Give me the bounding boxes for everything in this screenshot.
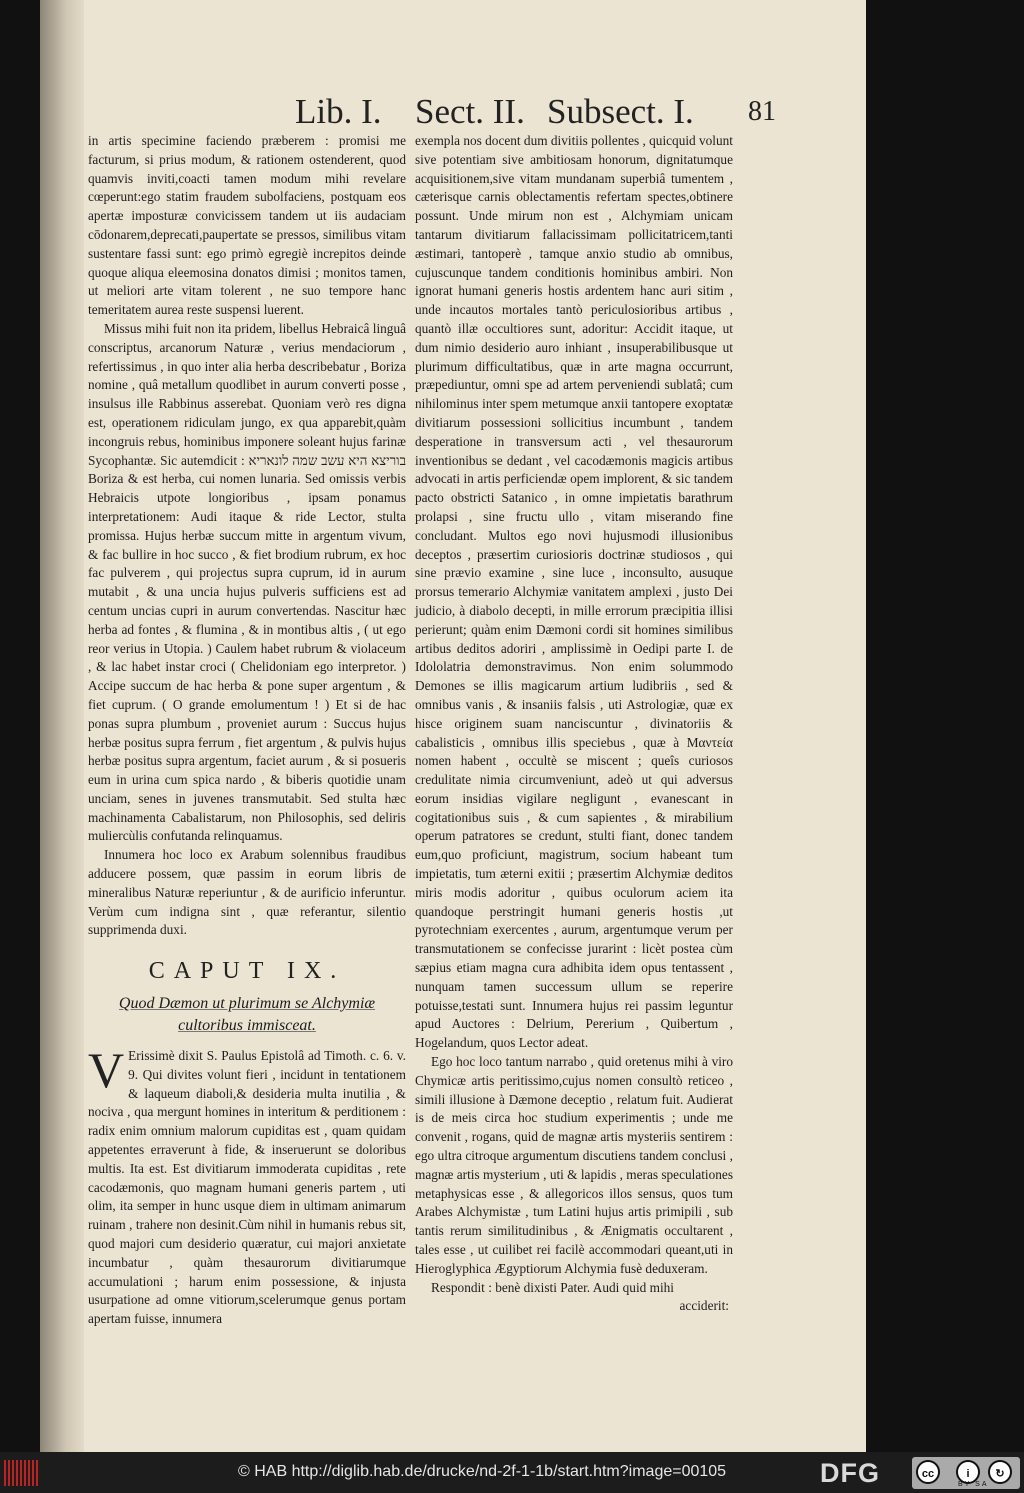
copyright-link[interactable]: © HAB http://diglib.hab.de/drucke/nd-2f-1-1b/start.htm?image=00105	[238, 1463, 727, 1480]
chapter-opening	[88, 1042, 406, 1329]
cc-icon: cc	[916, 1460, 940, 1484]
right-column	[415, 132, 733, 1316]
left-column	[88, 132, 406, 1329]
viewer-footer-bar	[0, 1452, 1024, 1493]
header-lib: Lib. I.	[295, 92, 382, 131]
cc-license-labels: BY SA	[958, 1481, 989, 1488]
page-number: 81	[748, 96, 776, 127]
running-header	[295, 92, 775, 132]
right-paragraph-3: Respondit : benè dixisti Pater. Audi quid mihi	[430, 1279, 674, 1295]
right-paragraph-1: exempla nos docent dum divitiis pollentes , quicquid volunt sive potentiam sive ambitiosam honorum, dignitatumque acquisitionem,sive vitam mundanam superbiâ tumentem , cæterisque carnis oblectamentis refertam spectes,obtinere possunt. Unde mirum non est , Alchymiam unicam tantarum divitiarum fallacissimam pollicitatricem,tanti æstimari, tantoperè , tamque anxio studio ab omnibus, cujuscunque tandem conditionis hominibus ambiri. Non ignorat humani generis hostis ardentem hanc auri sitim , unde incautos mortales tantò periculosioribus artibus , quantò illæ occultiores sunt, adoritur: Accidit itaque, ut dum nimio desiderio auro inhiant , insuperabilibusque ut plurimum difficultatibus, quæ in arte magna occurrunt, præpediuntur, omni spe ad artem perveniendi sublatâ; cum nihilominus inter spem metumque anxii tantopere exoptatæ divitiarum possessioni sollicitius incumbunt , tandem desperatione in transversum acti , vel thesaurorum inventionibus se dedant , vel cacodæmonis magicis artibus advocati in artis perficiendæ opem implorent, & sic tandem pacto obstricti Satanico , in omne impietatis barathrum prolapsi , sine fructu ullo , vitam miserando fine concludant. Multos ego novi hujusmodi illusionibus deceptos , præsertim curiosioris doctrinæ studiosos , qui sine prævio examine , sine luce , inconsulto, ausuque prorsus temerario Alchymiæ vanitatem amplexi , justo Dei judicio, à diabolo decepti, in mille errorum præcipitia illisi perierunt; quàm enim Dæmoni cordi sit homines similibus artibus deditos adoriri , amplissimè in Oedipi parte I. de Idololatria demonstravimus. Non enim solummodo Demones se illis magicarum artium ludibriis , sed & omnibus vanis , & insaniis falsis , uti Astrologiæ, quæ ex hisce originem suam nanciscuntur , divinatoriis & cabalisticis , omnibus illis speciebus , quæ à Μαντεία nomen habent , occultè se miscent ; queîs curiosos credulitate nimia circumveniunt, adeò ut qui adversus eorum insidias vigilare negligunt , evanescant in cogitationibus suis , & cum sapientes , & mirabilium operum patratores se credunt, stulti fiant, donec tandem eum,quo proficiunt, magistrum, socium habeant tum impietatis, tum æterni exitii ; præsertim Alchymiæ deditos miris modis adoritur , quibus oculorum aciem ita quandoque perstringit humani generis hostis ,ut pyrotechniam exercentes , aurum, argentumque verum per transmutationem se confecisse jurarint : licèt postea cùm sæpius etiam magna cura adhibita idem opus tentassent , nunquam tamen successum ullum se reperire potuisse,testati sunt. Innumera hujus rei passim leguntur apud Auctores : Delrium, Pererium , Quibertum , Hogelandum, quos Lector adeat.	[415, 133, 733, 1051]
catchword: acciderit:	[679, 1298, 729, 1314]
left-paragraph-2: Missus mihi fuit non ita pridem, libellus Hebraicâ linguâ conscriptus, arcanorum Naturæ , verius mendaciorum , refertissimus , in quo inter alia herba describebatur , Boriza nomine , quâ metallum quodlibet in aurum converti posse , insulsus ille Rabbinus asserebat. Quoniam verò res digna est, operationem ridiculam jungo, ex qua apparebit,quàm incongruis rebus, hominibus imponere soleant hujus farinæ Sycophantæ. Sic autemdicit : בוריצא היא עשב שמה לונאריא Boriza & est herba, cui nomen lunaria. Sed omissis verbis Hebraicis utpote longioribus , ipsam ponamus interpretationem: Audi itaque & ride Lector, stulta promissa. Hujus herbæ succum mitte in argentum vivum, & fac bullire in hoc succo , & fiet brodium rubrum, ex hoc fac pulverem , qui projectus supra cuprum, id in aurum mutabit , & una uncia hujus pulveris sufficiens est ad centum uncias cupri in aurum convertendas. Nascitur hæc herba ad fontes , & flumina , & in montibus altis , ( ut ego reor verius in Utopia. ) Caulem habet rubrum & violaceum , & lac habet instar croci ( Chelidoniam ego interpretor. ) Accipe succum de hac herba & pone super argentum , & fiet cuprum. ( O grande emolumentum ! ) Et si de hac ponas supra plumbum , proveniet aurum : Succus hujus herbæ positus supra ferrum , fiet argentum , & pulvis hujus herbæ positus supra argentum, faciet aurum , & si posueris eum in urina cum spica nardo , & biberis quotidie unam unciam, senes in juvenes transmutabit. Sed stulta hæc machinamenta Cabalistarum, non Philosophis, sed deliris muliercùlis confutanda relinquamus.	[88, 320, 406, 844]
attribution-icon: i	[956, 1460, 980, 1484]
dfg-logo[interactable]: DFG	[820, 1458, 880, 1488]
left-paragraph-3: Innumera hoc loco ex Arabum solennibus fraudibus adducere possem, quæ passim in eorum libris de mineralibus Naturæ reperiuntur , & de aurificio inferuntur. Verùm cum indigna sint , quæ referantur, silentio supprimenda duxi.	[88, 847, 406, 938]
chapter-subtitle	[88, 993, 406, 1037]
chapter-heading: CAPUT IX.	[148, 958, 346, 985]
right-paragraph-2: Ego hoc loco tantum narrabo , quid oretenus mihi à viro Chymicæ artis peritissimo,cujus nomen consultò reticeo , simili illusione à Dæmone deceptio , relatum fuit. Audierat is de meis circa hoc studium experimentis ; unde me convenit , rogans, quid de magnæ artis mysteriis sentirem : ego ultra citroque argumentum discutiens tandem conclusi , magnæ artis mysterium , uti & lapidis , meras speculationes metaphysicas esse , & allegoricos illos sensus, quos tum Arabes Alchymistæ , tum Latini hujus artis primipili , sub tantis rerum similitudinibus , & Ænigmatis occultarent , tales esse , ut cuilibet rei facilè accommodari queant,uti in Hieroglyphica Ægyptiorum Alchymia fusè deduxeram.	[415, 1054, 733, 1276]
barcode-icon	[4, 1460, 40, 1486]
chapter-subtitle-line-2: cultoribus immisceat.	[178, 1017, 316, 1035]
header-sect: Sect. II.	[415, 92, 525, 131]
left-paragraph-1: in artis specimine faciendo præberem : promisi me facturum, si prius modum, & rationem ostenderent, quod quamvis inviti,coacti tamen modum mihi revelare cœperunt:ego statim fraudem subolfaciens, postquam eos apertæ imposturæ convicissem tandem ut iis audaciam cōdonarem,deprecati,paupertate se pressos, similibus vitam sustentare fassi sunt: ego primò egregiè increpitos deinde quoque aliqua eleemosina donatos dimisi ; monitos tamen, ut meliori arte vitam tolerent , ne suo tempore hanc temeritatem aurea reste suspensi luerent.	[88, 133, 406, 318]
page-gutter	[40, 0, 84, 1452]
drop-capital: V	[88, 1042, 125, 1099]
header-subsect: Subsect. I.	[547, 92, 694, 131]
chapter-subtitle-line-1: Quod Dæmon ut plurimum se Alchymiæ	[118, 995, 376, 1013]
share-alike-icon: ↻	[988, 1460, 1012, 1484]
left-paragraph-4: Erissimè dixit S. Paulus Epistolâ ad Timoth. c. 6. v. 9. Qui divites volunt fieri , incidunt in tentationem & laqueum diaboli,& desideria multa inutilia , & nociva , qua mergunt homines in interitum & perditionem : radix enim omnium malorum cupiditas est , quam quidam appetentes erraverunt à fide, & inseruerunt se doloribus multis. Ita est. Est divitiarum immoderata cupiditas , rete cacodæmonis, quo magnam humani generis partem , uti olim, ita semper in hunc usque diem in ultimam animarum ruinam , trahere non desinit.Cùm nihil in humanis rebus sit, quod majori cum desiderio quæratur, cui majori anxietate incumbatur , quàm thesaurorum divitiarumque accumulationi ; harum enim possessione, & injusta usurpatione ad omne vitiorum,scelerumque genus portam apertam fuisse, innumera	[88, 1048, 406, 1327]
cc-license-badge[interactable]	[912, 1457, 1020, 1489]
